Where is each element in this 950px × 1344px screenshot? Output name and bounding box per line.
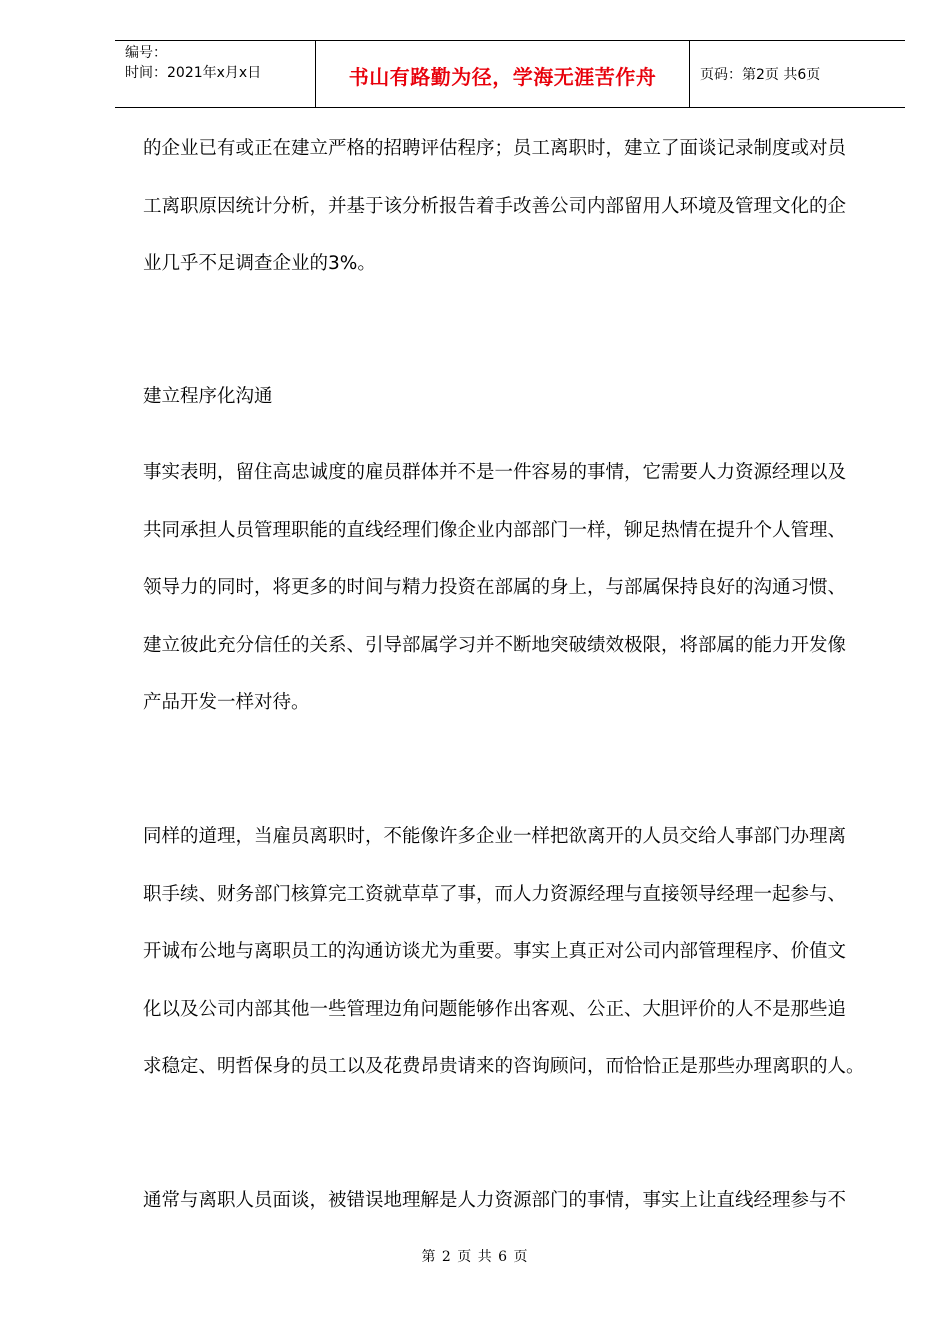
- header-motto-cell: [316, 41, 690, 107]
- header-page-cell: [690, 41, 905, 107]
- body-line: 工离职原因统计分析，并基于该分析报告着手改善公司内部留用人环境及管理文化的企: [143, 196, 847, 217]
- body-line: 求稳定、明哲保身的员工以及花费昂贵请来的咨询顾问，而恰恰正是那些办理离职的人。: [143, 1056, 865, 1077]
- body-line: 建立彼此充分信任的关系、引导部属学习并不断地突破绩效极限，将部属的能力开发像: [143, 635, 847, 656]
- header-motto: 书山有路勤为径，学海无涯苦作舟: [348, 64, 657, 89]
- page-footer: 第 2 页 共 6 页: [421, 1249, 529, 1265]
- body-line: 共同承担人员管理职能的直线经理们像企业内部部门一样，铆足热情在提升个人管理、: [143, 520, 847, 541]
- body-line: 领导力的同时，将更多的时间与精力投资在部属的身上，与部属保持良好的沟通习惯、: [143, 577, 847, 598]
- document-number-label: 编号：: [125, 45, 167, 61]
- body-line: 产品开发一样对待。: [143, 692, 310, 713]
- body-line: 化以及公司内部其他一些管理边角问题能够作出客观、公正、大胆评价的人不是那些追: [143, 999, 847, 1020]
- body-line: 通常与离职人员面谈，被错误地理解是人力资源部门的事情，事实上让直线经理参与不: [143, 1190, 847, 1211]
- header-meta: [115, 41, 316, 107]
- body-line: 职手续、财务部门核算完工资就草草了事，而人力资源经理与直接领导经理一起参与、: [143, 884, 847, 905]
- document-time-label: 时间：2021年x月x日: [125, 65, 262, 81]
- body-line: 的企业已有或正在建立严格的招聘评估程序；员工离职时，建立了面谈记录制度或对员: [143, 138, 847, 159]
- body-line: 同样的道理，当雇员离职时，不能像许多企业一样把欲离开的人员交给人事部门办理离: [143, 826, 847, 847]
- section-heading: 建立程序化沟通: [143, 386, 273, 407]
- header-page-number: 页码：第2页 共6页: [700, 67, 821, 83]
- page-header: [115, 40, 905, 108]
- body-line: 开诚布公地与离职员工的沟通访谈尤为重要。事实上真正对公司内部管理程序、价值文: [143, 941, 847, 962]
- body-line: 业几乎不足调查企业的3%。: [143, 253, 376, 274]
- body-line: 事实表明，留住高忠诚度的雇员群体并不是一件容易的事情，它需要人力资源经理以及: [143, 462, 847, 483]
